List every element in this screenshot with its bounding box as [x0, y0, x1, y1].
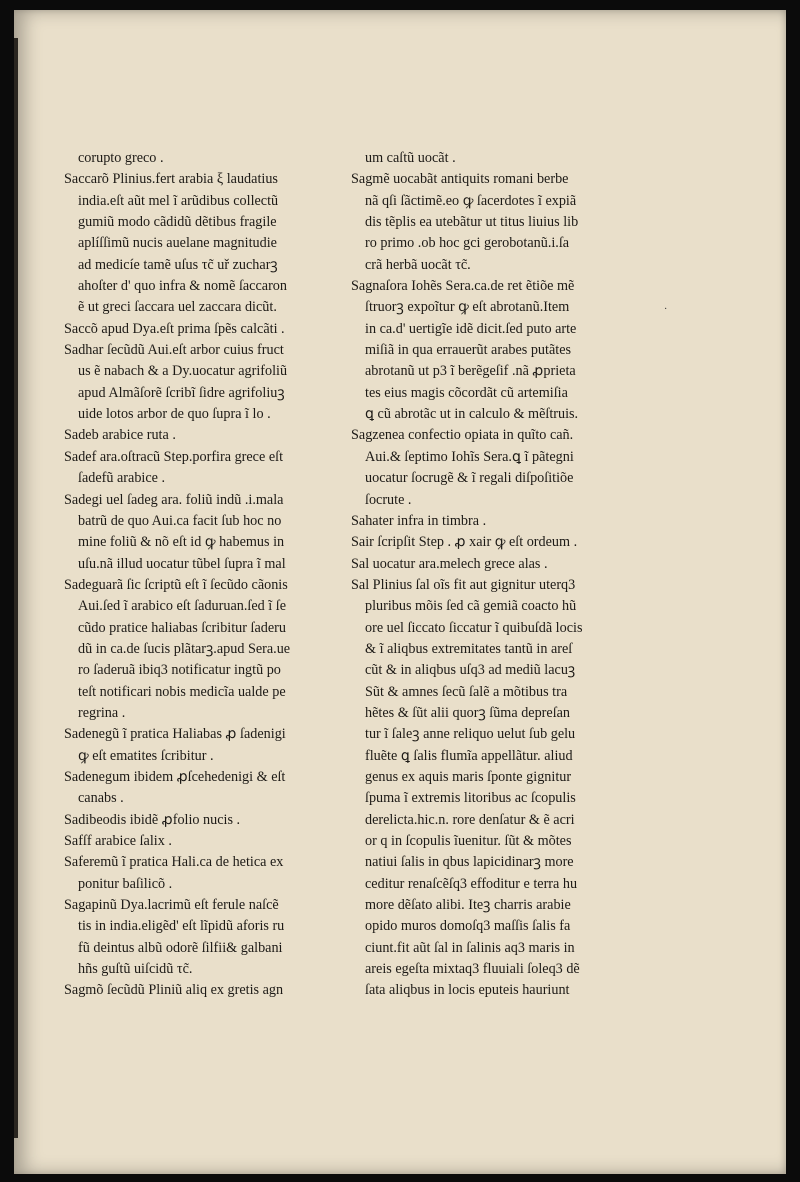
text-line: ore uel ſiccato ſiccatur ĩ quibuſdã locis [365, 619, 583, 636]
text-line: pluribus mõis ſed cã gemiã coacto hũ [365, 598, 577, 615]
text-line: tis in india.eligẽd' eſt lĩpidũ aforis ru [78, 918, 285, 935]
text-line: cũt & in aliqbus uſq3 ad mediũ lacuꝫ [365, 662, 576, 679]
text-line: crã herbã uocãt τc̃. [365, 256, 471, 273]
text-line: Sadibeodis ibidẽ ꝓfolio nucis . [64, 811, 241, 828]
text-line: hñs guſtũ uiſcidũ τc̃. [78, 961, 193, 978]
text-line: opido muros domoſq3 maſſis ſalis fa [365, 918, 571, 935]
text-line: Saferemũ ĩ pratica Hali.ca de hetica ex [64, 854, 284, 871]
manuscript-page [14, 10, 786, 1174]
text-line: ſata aliqbus in locis eputeis hauriunt [365, 982, 570, 999]
text-line: Sadef ara.oſtracũ Step.porfira grece eſt [64, 448, 284, 465]
text-line: Aui.& ſeptimo Iohĩs Sera.ꝗ ĩ pãtegni [365, 448, 574, 465]
text-line: Sadenegũ ĩ pratica Haliabas ꝓ ſadenigi [64, 726, 286, 743]
text-line: Sadeguarã ſic ſcriptũ eſt ĩ ſecũdo cãonis [64, 576, 288, 593]
text-line: ad medicíe tamẽ uſus τc̃ uř zucharꝫ [78, 256, 278, 273]
text-line: Sagmẽ uocabãt antiquits romani berbe [351, 171, 569, 188]
text-line: apud Almãſorẽ ſcribĩ ſidre agrifoliuꝫ [78, 384, 285, 401]
text-line: dũ in ca.de ſucis plãtarꝫ.apud Sera.ue [78, 640, 291, 657]
text-line: Saccõ apud Dya.eſt prima ſpẽs calcãti . [64, 320, 285, 337]
text-line: corupto greco . [78, 150, 164, 166]
text-line: Aui.ſed ĩ arabico eſt ſaduruan.ſed ĩ ſe [78, 598, 287, 615]
text-line: Sadhar ſecũdũ Aui.eſt arbor cuius fruct [64, 342, 284, 359]
text-line: fluẽte ꝗ ſalis flumĩa appellãtur. aliud [365, 747, 573, 764]
text-line: Sagmõ ſecũdũ Pliniũ aliq ex gretis agn [64, 982, 284, 999]
text-line: miſiã in qua errauerũt arabes putãtes [365, 342, 572, 359]
text-line: ciunt.fit aũt ſal in ſalinis aq3 maris in [365, 939, 575, 956]
text-line: in ca.d' uertigĩe idẽ dicit.ſed puto arte [365, 320, 577, 337]
text-line: Safſf arabice ſalix . [64, 833, 172, 849]
text-line: cũdo pratice haliabas ſcribitur ſaderu [78, 619, 286, 636]
text-line: hẽtes & ſũt alii quorꝫ ſũma depreſan [365, 704, 571, 721]
text-line: india.eſt aũt mel ĩ arũdibus collectũ [78, 192, 279, 209]
text-line: Sal Plinius ſal oĩs fit aut gignitur uterq3 [351, 576, 576, 593]
text-line: Sagzenea confectio opiata in quĩto cañ. [351, 427, 574, 444]
text-line: natiui ſalis in qbus lapicidinarꝫ more [365, 854, 574, 871]
text-line: areis egeſta mixtaq3 fluuiali ſoleq3 dẽ [365, 961, 580, 978]
text-line: nã qſi ſãctimẽ.eo ꝙ ſacerdotes ĩ expiã [365, 192, 577, 209]
text-line: ſtruorꝫ expoĩtur ꝙ eſt abrotanũ.Item [365, 299, 570, 316]
margin-mark: · [664, 304, 668, 315]
text-line: uocatur ſocrugẽ & ĩ regali diſpoſitiõe [365, 470, 574, 487]
text-line: ſocrute . [365, 491, 412, 508]
text-line: us ẽ nabach & a Dy.uocatur agrifoliũ [78, 363, 288, 380]
text-line: abrotanũ ut p3 ĩ berẽgeſif .nã ꝓprieta [365, 363, 576, 380]
text-line: ro ſaderuã ibiq3 notificatur ingtũ po [78, 662, 281, 679]
text-line: um caſtũ uocãt . [365, 150, 456, 166]
text-line: ẽ ut greci ſaccara uel zaccara dicũt. [78, 299, 277, 316]
text-line: ſadefũ arabice . [78, 470, 166, 487]
binding-edge [14, 38, 18, 1138]
text-line: more dẽſato alibi. Iteꝫ charris arabie [365, 897, 571, 914]
text-line: Sadegi uel ſadeg ara. foliũ indũ .i.mala [64, 491, 284, 508]
text-line: ceditur renaſcẽſq3 effoditur e terra hu [365, 875, 578, 892]
text-line: & ĩ aliqbus extremitates tantũ in areſ [365, 640, 573, 657]
text-line: ahoſter d' quo infra & nomẽ ſaccaron [78, 278, 287, 295]
text-line: aplíſſimũ nucis auelane magnitudie [78, 235, 277, 252]
text-line: Sadeb arabice ruta . [64, 427, 176, 444]
text-line: uſu.nã illud uocatur tũbel ſupra ĩ mal [78, 555, 286, 572]
text-line: fũ deintus albũ odorẽ ſilfii& galbani [78, 939, 283, 956]
text-line: teſt notificari nobis medicĩa ualde pe [78, 683, 286, 700]
text-line: regrina . [78, 704, 126, 721]
text-line: Sagnaſora Iohẽs Sera.ca.de ret ẽtiõe mẽ [351, 278, 575, 295]
text-line: derelicta.hic.n. rore denſatur & ẽ acri [365, 811, 575, 828]
text-line: ꝗ cũ abrotãc ut in calculo & mẽſtruis. [365, 406, 579, 423]
text-line: canabs . [78, 790, 124, 807]
text-line: ſpuma ĩ extremis litoribus ac ſcopulis [365, 790, 576, 807]
text-line: Sagapinũ Dya.lacrimũ eſt ferule naſcẽ [64, 897, 279, 914]
text-line: Saccarõ Plinius.fert arabia ξ laudatius [64, 171, 278, 188]
right-text-column [351, 148, 623, 1002]
text-line: batrũ de quo Aui.ca facit ſub hoc no [78, 512, 282, 529]
text-line: uide lotos arbor de quo ſupra ĩ lo . [78, 406, 271, 423]
text-line: Sadenegum ibidem ꝓſcehedenigi & eſt [64, 768, 286, 785]
text-line: Sahater infra in timbra . [351, 512, 487, 529]
text-line: genus ex aquis maris ſponte gignitur [365, 768, 572, 785]
text-line: or q in ſcopulis ĩuenitur. ſũt & mõtes [365, 833, 572, 849]
text-line: gumiũ modo cãdidũ dẽtibus fragile [78, 214, 277, 231]
text-line: ꝙ eſt ematites ſcribitur . [78, 747, 214, 764]
text-line: Sair ſcripſit Step . ꝓ xair ꝙ eſt ordeum . [351, 534, 578, 551]
text-line: ponitur baſilicõ . [78, 875, 173, 892]
text-line: Sal uocatur ara.melech grece alas . [351, 555, 548, 572]
text-line: tes eius magis cõcordãt cũ artemiſia [365, 384, 568, 401]
text-line: ro primo .ob hoc gci gerobotanũ.i.ſa [365, 235, 570, 252]
text-line: Sũt & amnes ſecũ ſalẽ a mõtibus tra [365, 683, 568, 700]
text-line: tur ĩ ſaleꝫ anne reliquo uelut ſub gelu [365, 726, 576, 743]
text-line: dis tẽplis ea utebãtur ut titus liuius lib [365, 214, 579, 231]
text-line: mine foliũ & nõ eſt id ꝙ habemus in [78, 534, 285, 551]
left-text-column [64, 148, 336, 1002]
